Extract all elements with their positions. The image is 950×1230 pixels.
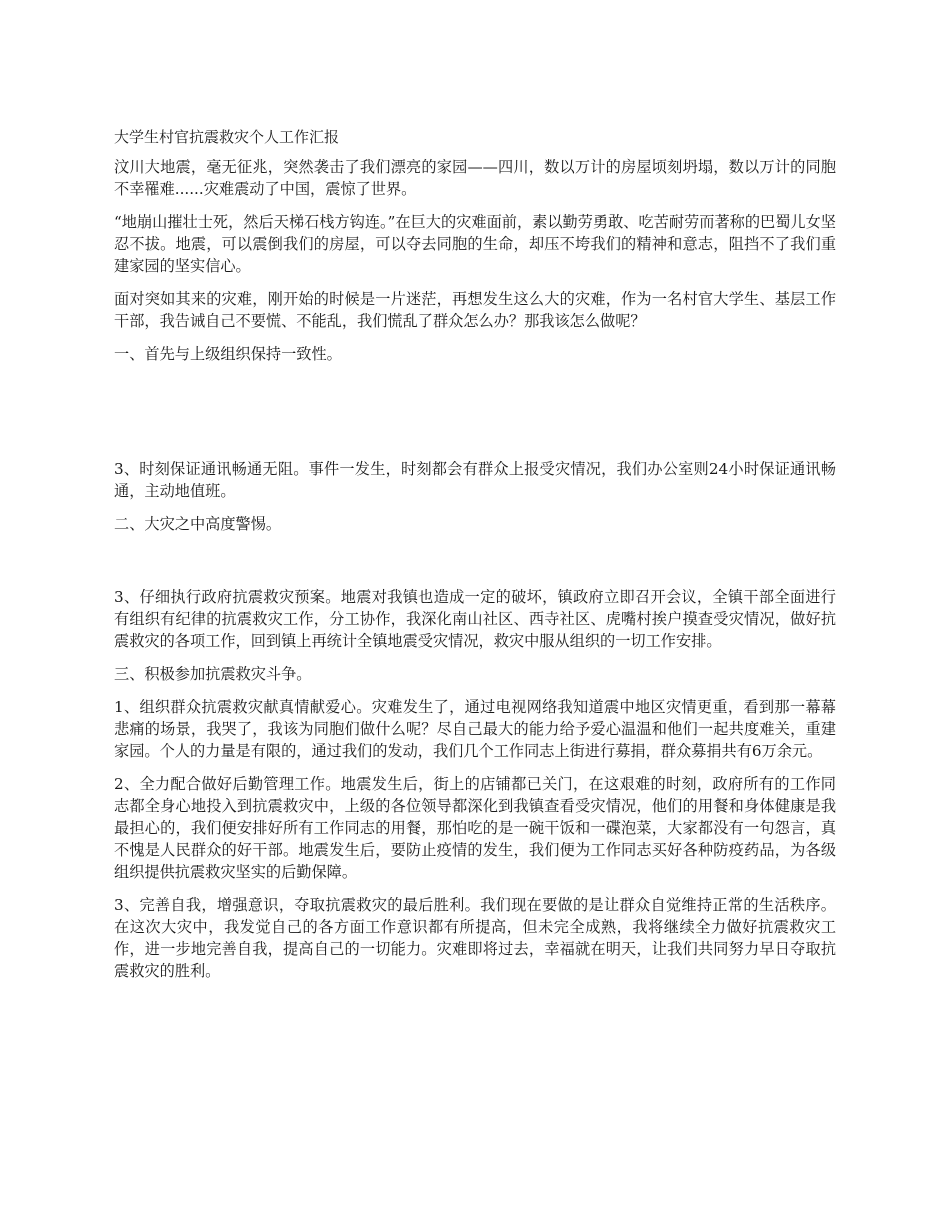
paragraph-conclusion: 3、完善自我，增强意识，夺取抗震救灾的最后胜利。我们现在要做的是让群众自觉维持正常的生活秩序。在这次大灾中，我发觉自己的各方面工作意识都有所提高，但未完全成熟，我将继续全力做好抗震救灾工作，进一步地完善自我，提高自己的一切能力。灾难即将过去，幸福就在明天，让我们共同努力早日夺取抗震救灾的胜利。 [114,896,836,980]
section-heading-3: 三、积极参加抗震救灾斗争。 [114,665,312,683]
document-title: 大学生村官抗震救灾个人工作汇报 [114,128,340,146]
section-heading-1: 一、首先与上级组织保持一致性。 [114,345,342,363]
paragraph-response: 面对突如其来的灾难，刚开始的时候是一片迷茫，再想发生这么大的灾难，作为一名村官大学生、基层工作干部，我告诫自己不要慌、不能乱，我们慌乱了群众怎么办？那我该怎么做呢？ [114,290,836,330]
paragraph-quote: “地崩山摧壮士死，然后天梯石栈方钩连。”在巨大的灾难面前，素以勤劳勇敢、吃苦耐劳而著称的巴蜀儿女坚忍不拔。地震，可以震倒我们的房屋，可以夺去同胞的生命，却压不垮我们的精神和意志，阻挡不了我们重建家园的坚实信心。 [114,213,836,275]
blank-space [114,546,836,586]
paragraph-logistics: 2、全力配合做好后勤管理工作。地震发生后，街上的店铺都已关门，在这艰难的时刻，政府所有的工作同志都全身心地投入到抗震救灾中，上级的各位领导都深化到我镇查看受灾情况，他们的用餐和身体健康是我最担心的，我们便安排好所有工作同志的用餐，那怕吃的是一碗干饭和一碟泡菜，大家都没有一句怨言，真不愧是人民群众的好干部。地震发生后，要防止疫情的发生，我们便为工作同志买好各种防疫药品，为各级组织提供抗震救灾坚实的后勤保障。 [114,775,836,881]
document-page [114,126,836,993]
paragraph-plan: 3、仔细执行政府抗震救灾预案。地震对我镇也造成一定的破坏，镇政府立即召开会议，全镇干部全面进行有组织有纪律的抗震救灾工作，分工协作，我深化南山社区、西寺社区、虎嘴村挨户摸查受灾情况，做好抗震救灾的各项工作，回到镇上再统计全镇地震受灾情况，救灾中服从组织的一切工作安排。 [114,588,836,650]
paragraph-intro: 汶川大地震，毫无征兆，突然袭击了我们漂亮的家园——四川，数以万计的房屋顷刻坍塌，数以万计的同胞不幸罹难......灾难震动了中国，震惊了世界。 [114,158,836,198]
section-heading-2: 二、大灾之中高度警惕。 [114,515,282,533]
paragraph-donation: 1、组织群众抗震救灾献真情献爱心。灾难发生了，通过电视网络我知道震中地区灾情更重，看到那一幕幕悲痛的场景，我哭了，我该为同胞们做什么呢？尽自己最大的能力给予爱心温温和他们一起共度难关，重建家园。个人的力量是有限的，通过我们的发动，我们几个工作同志上街进行募捐，群众募捐共有6万余元。 [114,698,836,760]
blank-space [114,376,836,458]
paragraph-communication: 3、时刻保证通讯畅通无阻。事件一发生，时刻都会有群众上报受灾情况，我们办公室则24小时保证通讯畅通，主动地值班。 [114,460,836,500]
